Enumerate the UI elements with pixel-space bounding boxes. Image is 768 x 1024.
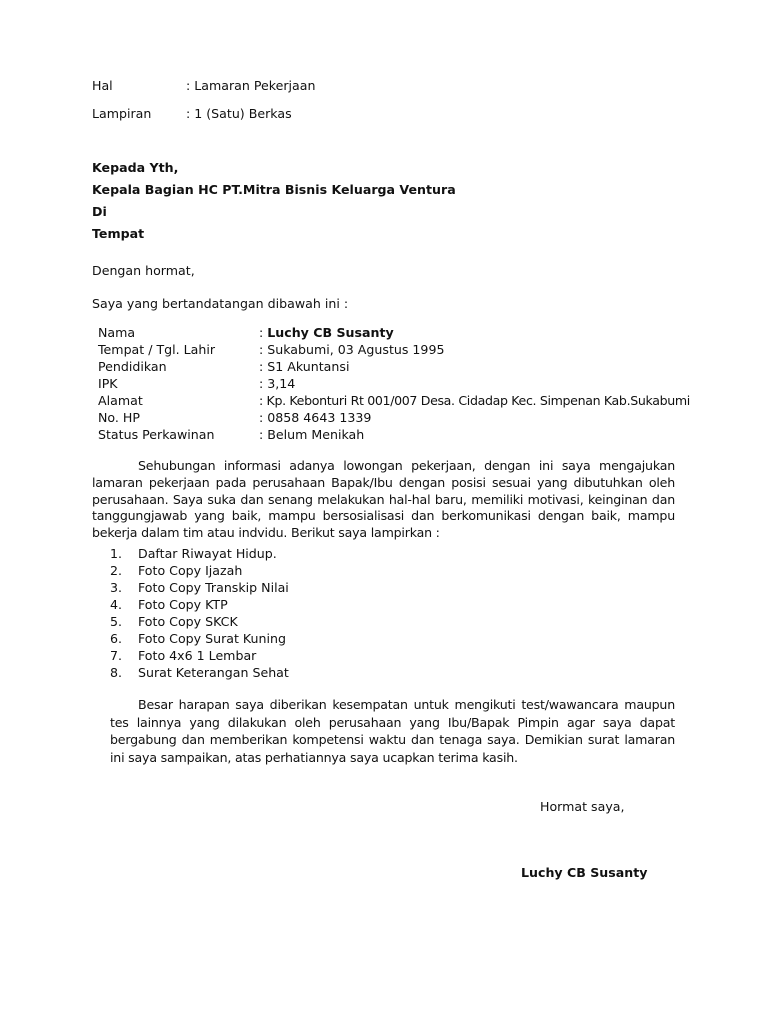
hal-value: : Lamaran Pekerjaan xyxy=(186,78,316,93)
list-text: Foto Copy SKCK xyxy=(138,614,238,629)
list-number: 5. xyxy=(110,614,123,629)
identity-value: : Luchy CB Susanty xyxy=(259,325,394,340)
list-text: Daftar Riwayat Hidup. xyxy=(138,546,277,561)
list-text: Foto 4x6 1 Lembar xyxy=(138,648,257,663)
identity-value: : Belum Menikah xyxy=(259,427,365,442)
list-number: 6. xyxy=(110,631,123,646)
recipient-line-3: Di xyxy=(92,204,107,219)
identity-label: Pendidikan xyxy=(98,359,167,374)
list-number: 3. xyxy=(110,580,123,595)
identity-value: : Kp. Kebonturi Rt 001/007 Desa. Cidadap Kec. Simpenan Kab.Sukabumi xyxy=(259,393,690,408)
identity-value: : 0858 4643 1339 xyxy=(259,410,372,425)
recipient-line-1: Kepada Yth, xyxy=(92,160,179,175)
list-number: 4. xyxy=(110,597,123,612)
list-text: Foto Copy KTP xyxy=(138,597,228,612)
lampiran-label: Lampiran xyxy=(92,106,152,121)
list-text: Foto Copy Transkip Nilai xyxy=(138,580,289,595)
list-number: 2. xyxy=(110,563,123,578)
intro-line: Saya yang bertandatangan dibawah ini : xyxy=(92,296,349,311)
identity-label: Alamat xyxy=(98,393,143,408)
greeting: Dengan hormat, xyxy=(92,263,195,278)
identity-label: Status Perkawinan xyxy=(98,427,215,442)
list-text: Surat Keterangan Sehat xyxy=(138,665,289,680)
identity-value: : S1 Akuntansi xyxy=(259,359,350,374)
recipient-line-2: Kepala Bagian HC PT.Mitra Bisnis Keluarga Ventura xyxy=(92,182,456,197)
paragraph-1: Sehubungan informasi adanya lowongan pekerjaan, dengan ini saya mengajukan lamaran pekerjaan pada perusahaan Bapak/Ibu dengan posisi sesuai yang dibutuhkan oleh perusahaan. Saya suka dan senang melakukan hal-hal baru, memiliki motivasi, keinginan dan tanggungjawab yang baik, mampu bersosialisasi dan berkomunikasi dengan baik, mampu bekerja dalam tim atau indvidu. Berikut saya lampirkan : xyxy=(92,458,675,541)
list-text: Foto Copy Ijazah xyxy=(138,563,243,578)
recipient-line-4: Tempat xyxy=(92,226,145,241)
identity-label: Nama xyxy=(98,325,136,340)
identity-label: Tempat / Tgl. Lahir xyxy=(98,342,216,357)
closing-salutation: Hormat saya, xyxy=(540,799,625,814)
paragraph-2: Besar harapan saya diberikan kesempatan untuk mengikuti test/wawancara maupun tes lainnya yang dilakukan oleh perusahaan yang Ibu/Bapak Pimpin agar saya dapat bergabung dan memberikan kompetensi waktu dan tenaga saya. Demikian surat lamaran ini saya sampaikan, atas perhatiannya saya ucapkan terima kasih. xyxy=(110,697,675,765)
identity-label: No. HP xyxy=(98,410,140,425)
applicant-name: Luchy CB Susanty xyxy=(267,325,394,340)
identity-value: : 3,14 xyxy=(259,376,296,391)
list-number: 1. xyxy=(110,546,123,561)
list-number: 8. xyxy=(110,665,123,680)
list-text: Foto Copy Surat Kuning xyxy=(138,631,286,646)
lampiran-value: : 1 (Satu) Berkas xyxy=(186,106,292,121)
identity-label: IPK xyxy=(98,376,118,391)
identity-value: : Sukabumi, 03 Agustus 1995 xyxy=(259,342,445,357)
hal-label: Hal xyxy=(92,78,113,93)
signature-name: Luchy CB Susanty xyxy=(521,865,648,880)
list-number: 7. xyxy=(110,648,123,663)
